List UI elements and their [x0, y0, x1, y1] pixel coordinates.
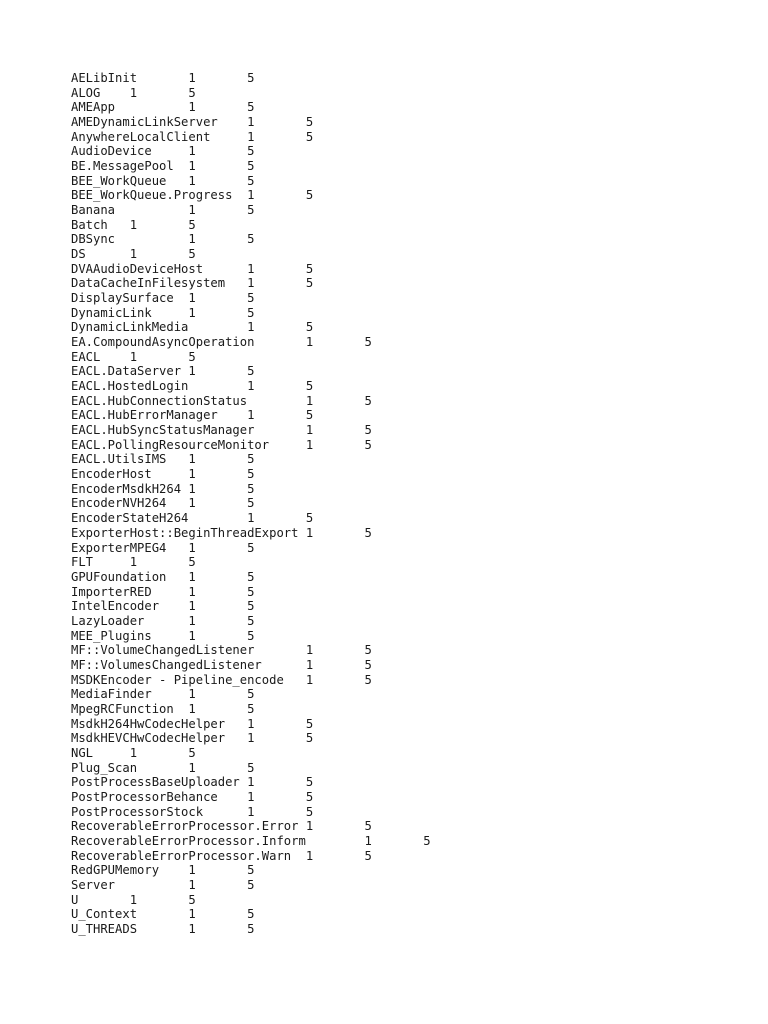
text-line: EACL.DataServer 1 5	[71, 364, 255, 379]
text-line: EACL.HostedLogin 1 5	[71, 379, 314, 394]
text-line: MsdkHEVCHwCodecHelper 1 5	[71, 731, 314, 746]
text-line: EACL.PollingResourceMonitor 1 5	[71, 437, 372, 452]
text-line: MsdkH264HwCodecHelper 1 5	[71, 716, 314, 731]
text-line: RecoverableErrorProcessor.Warn 1 5	[71, 848, 372, 863]
text-line: PostProcessBaseUploader 1 5	[71, 775, 314, 790]
text-line: GPUFoundation 1 5	[71, 569, 255, 584]
text-line: Batch 1 5	[71, 217, 196, 232]
text-line: MF::VolumesChangedListener 1 5	[71, 657, 372, 672]
text-line: BE.MessagePool 1 5	[71, 159, 255, 174]
text-line: MF::VolumeChangedListener 1 5	[71, 643, 372, 658]
text-line: Plug_Scan 1 5	[71, 760, 255, 775]
text-line: DVAAudioDeviceHost 1 5	[71, 261, 314, 276]
text-line: MediaFinder 1 5	[71, 687, 255, 702]
text-line: AudioDevice 1 5	[71, 144, 255, 159]
text-line: RecoverableErrorProcessor.Error 1 5	[71, 819, 372, 834]
text-line: DynamicLink 1 5	[71, 305, 255, 320]
text-line: Banana 1 5	[71, 203, 255, 218]
text-line: BEE_WorkQueue 1 5	[71, 173, 255, 188]
text-line: FLT 1 5	[71, 555, 196, 570]
text-line: AnywhereLocalClient 1 5	[71, 129, 314, 144]
text-line: EA.CompoundAsyncOperation 1 5	[71, 335, 372, 350]
text-line: EncoderMsdkH264 1 5	[71, 481, 255, 496]
text-line: RedGPUMemory 1 5	[71, 863, 255, 878]
text-line: ExporterHost::BeginThreadExport 1 5	[71, 525, 372, 540]
text-line: DisplaySurface 1 5	[71, 291, 255, 306]
text-line: MpegRCFunction 1 5	[71, 701, 255, 716]
text-line: MEE_Plugins 1 5	[71, 628, 255, 643]
text-line: RecoverableErrorProcessor.Inform 1 5	[71, 833, 431, 848]
text-line: BEE_WorkQueue.Progress 1 5	[71, 188, 314, 203]
text-line: EACL.UtilsIMS 1 5	[71, 452, 255, 467]
text-line: EACL 1 5	[71, 349, 196, 364]
text-line: EncoderNVH264 1 5	[71, 496, 255, 511]
log-config-text	[71, 71, 431, 937]
text-line: LazyLoader 1 5	[71, 613, 255, 628]
text-line: U_THREADS 1 5	[71, 921, 255, 936]
text-line: DS 1 5	[71, 247, 196, 262]
text-line: DataCacheInFilesystem 1 5	[71, 276, 314, 291]
text-line: U_Context 1 5	[71, 907, 255, 922]
text-line: AELibInit 1 5	[71, 71, 255, 85]
text-line: ALOG 1 5	[71, 85, 196, 100]
text-line: EncoderStateH264 1 5	[71, 511, 314, 526]
text-line: AMEApp 1 5	[71, 100, 255, 115]
text-line: Server 1 5	[71, 877, 255, 892]
text-line: ImporterRED 1 5	[71, 584, 255, 599]
text-line: U 1 5	[71, 892, 196, 907]
text-line: EACL.HubErrorManager 1 5	[71, 408, 314, 423]
text-line: MSDKEncoder - Pipeline_encode 1 5	[71, 672, 372, 687]
text-line: IntelEncoder 1 5	[71, 599, 255, 614]
text-line: DynamicLinkMedia 1 5	[71, 320, 314, 335]
text-line: NGL 1 5	[71, 745, 196, 760]
text-line: PostProcessorStock 1 5	[71, 804, 314, 819]
text-line: EncoderHost 1 5	[71, 467, 255, 482]
text-line: EACL.HubConnectionStatus 1 5	[71, 393, 372, 408]
text-line: EACL.HubSyncStatusManager 1 5	[71, 423, 372, 438]
text-line: AMEDynamicLinkServer 1 5	[71, 115, 314, 130]
text-line: DBSync 1 5	[71, 232, 255, 247]
text-line: PostProcessorBehance 1 5	[71, 789, 314, 804]
text-line: ExporterMPEG4 1 5	[71, 540, 255, 555]
